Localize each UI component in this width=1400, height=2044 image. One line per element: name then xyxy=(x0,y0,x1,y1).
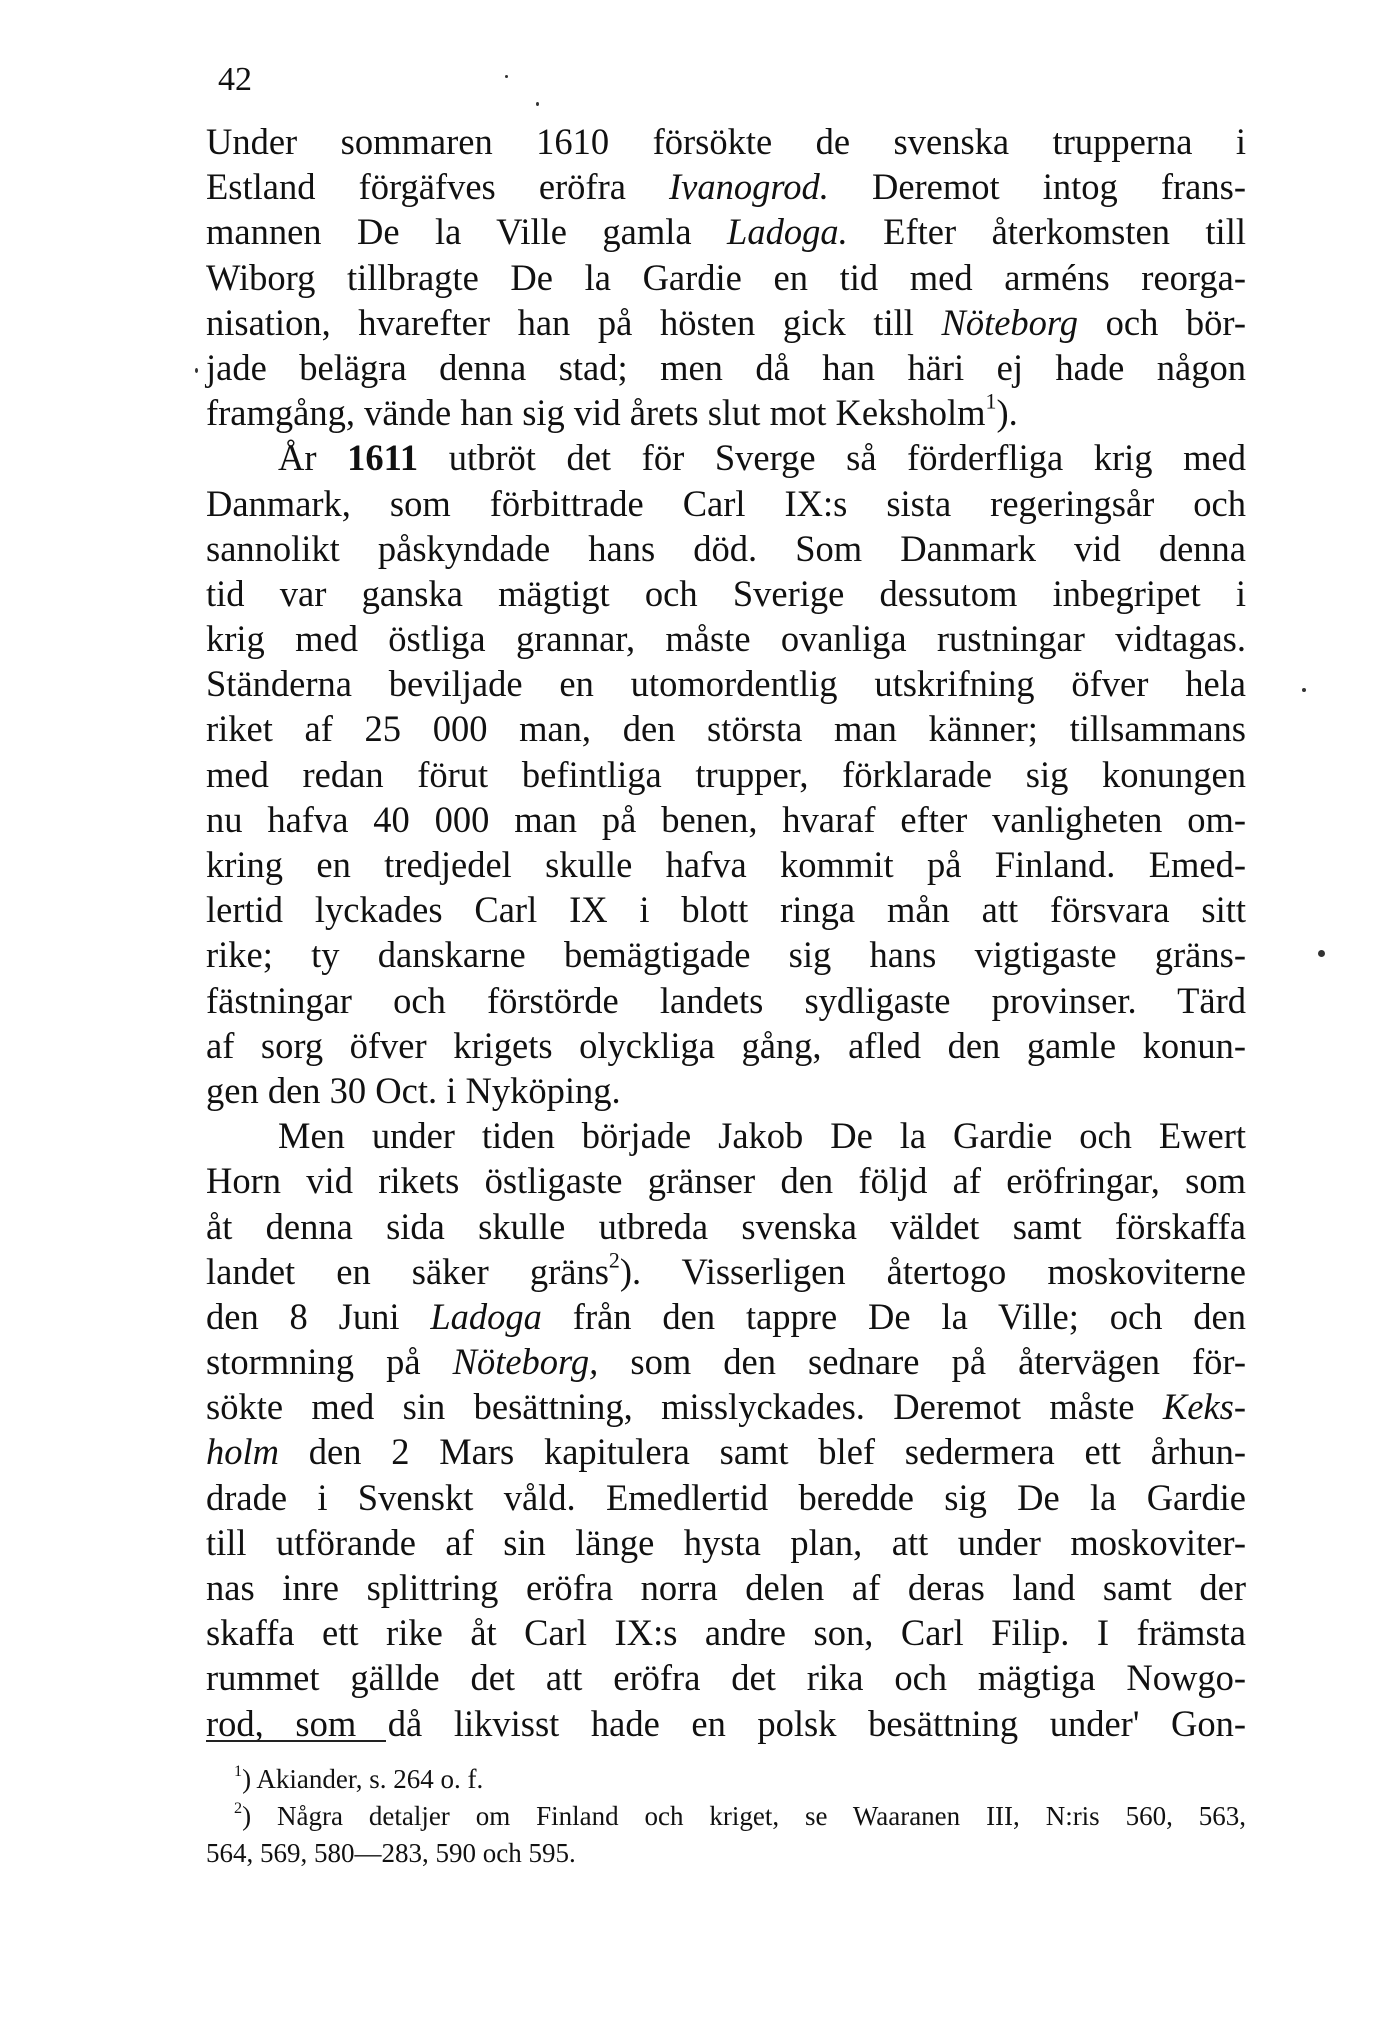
text-line-5 xyxy=(206,300,1246,345)
text-line-13: Ständerna beviljade en utomordentlig utskrifning öfver hela xyxy=(206,663,1246,705)
footnotes xyxy=(206,1761,1246,1872)
text-fragment: från den tappre De la Ville; och den xyxy=(541,1295,1247,1337)
text-line-19: rike; ty danskarne bemägtigade sig hans vigtigaste gräns- xyxy=(206,934,1246,976)
footnote-divider xyxy=(206,1740,386,1742)
footnote-ref-2: 2 xyxy=(608,1247,620,1273)
footnote-marker-1: 1 xyxy=(234,1761,243,1780)
year-1611: 1611 xyxy=(347,437,419,479)
text-fragment: den 2 Mars kapitulera samt blef sedermera ett århun- xyxy=(279,1431,1246,1473)
print-speck xyxy=(505,75,508,78)
place-keksholm-cont: holm xyxy=(206,1431,279,1473)
footnote-ref-1: 1 xyxy=(985,388,997,414)
text-line-16: nu hafva 40 000 man på benen, hvaraf efter vanligheten om- xyxy=(206,798,1246,840)
text-line-10: sannolikt påskyndade hans död. Som Danmark vid denna xyxy=(206,527,1246,569)
text-fragment: ). xyxy=(996,392,1018,434)
text-line-22: gen den 30 Oct. i Nyköping. xyxy=(206,1069,621,1111)
footnote-2-text: ) Några detaljer om Finland och kriget, se Waaranen III, N:ris 560, 563, xyxy=(242,1801,1246,1831)
text-line-25: åt denna sida skulle utbreda svenska väldet samt förskaffa xyxy=(206,1205,1246,1247)
text-fragment: Deremot intog frans- xyxy=(828,166,1246,208)
text-fragment: mannen De la Ville gamla xyxy=(206,211,728,253)
text-line-28 xyxy=(206,1339,1246,1384)
text-fragment: utbröt det för Sverge så förderfliga krig med xyxy=(418,437,1246,479)
text-line-27 xyxy=(206,1294,1246,1339)
text-line-18: lertid lyckades Carl IX i blott ringa mån att försvara sitt xyxy=(206,889,1246,931)
place-noteborg-2: Nöteborg, xyxy=(452,1341,599,1383)
text-line-26 xyxy=(206,1249,1246,1294)
text-line-30 xyxy=(206,1429,1246,1474)
text-line-8 xyxy=(206,435,1246,480)
text-fragment: Estland förgäfves eröfra xyxy=(206,166,670,208)
place-noteborg: Nöteborg xyxy=(941,301,1079,343)
text-fragment: sökte med sin besättning, misslyckades. Deremot måste xyxy=(206,1386,1163,1428)
text-line-3 xyxy=(206,209,1246,254)
text-fragment: stormning på xyxy=(206,1341,453,1383)
text-fragment: och bör- xyxy=(1078,301,1246,343)
text-line-32: till utförande af sin länge hysta plan, att under moskoviter- xyxy=(206,1521,1246,1563)
place-keksholm: Keks- xyxy=(1162,1386,1246,1428)
text-line-21: af sorg öfver krigets olyckliga gång, afled den gamle konun- xyxy=(206,1024,1246,1066)
text-line-15: med redan förut befintliga trupper, förklarade sig konungen xyxy=(206,753,1246,795)
footnote-2 xyxy=(206,1798,1246,1835)
text-line-6: jade belägra denna stad; men då han häri ej hade någon xyxy=(206,346,1246,388)
body-text xyxy=(206,119,1246,1746)
text-line-23: Men under tiden började Jakob De la Gardie och Ewert xyxy=(278,1115,1246,1157)
text-line-4: Wiborg tillbragte De la Gardie en tid med arméns reorga- xyxy=(206,256,1246,298)
text-fragment: nisation, hvarefter han på hösten gick till xyxy=(206,301,942,343)
footnote-2-continued: 564, 569, 580—283, 590 och 595. xyxy=(206,1838,576,1868)
page-number: 42 xyxy=(218,61,252,98)
text-line-17: kring en tredjedel skulle hafva kommit på Finland. Emed- xyxy=(206,844,1246,885)
text-line-36: rod, som då likvisst hade en polsk besättning under' Gon- xyxy=(206,1702,1246,1744)
text-line-1: Under sommaren 1610 försökte de svenska trupperna i xyxy=(206,121,1246,162)
print-speck xyxy=(1302,688,1306,692)
text-fragment: Visserligen återtogo moskoviterne xyxy=(681,1250,1247,1292)
print-speck xyxy=(1318,950,1325,957)
text-line-11: tid var ganska mägtigt och Sverige dessutom inbegripet i xyxy=(206,572,1246,614)
place-ladoga-2: Ladoga xyxy=(430,1295,542,1337)
text-line-34: skaffa ett rike åt Carl IX:s andre son, Carl Filip. I främsta xyxy=(206,1612,1246,1654)
text-line-24: Horn vid rikets östligaste gränser den följd af eröfringar, som xyxy=(206,1160,1246,1202)
text-line-31: drade i Svenskt våld. Emedlertid beredde sig De la Gardie xyxy=(206,1476,1246,1518)
footnote-1-text: ) Akiander, s. 264 o. f. xyxy=(242,1764,484,1794)
text-fragment: År xyxy=(278,437,317,479)
text-line-14: riket af 25 000 man, den största man känner; tillsammans xyxy=(206,708,1246,750)
text-line-29 xyxy=(206,1384,1246,1429)
text-fragment: landet en säker gräns xyxy=(206,1250,609,1292)
print-speck xyxy=(195,368,198,373)
place-ladoga: Ladoga. xyxy=(727,211,848,253)
text-fragment: som den sednare på återvägen för- xyxy=(598,1341,1246,1383)
text-line-7 xyxy=(206,390,1246,435)
text-line-9: Danmark, som förbittrade Carl IX:s sista regeringsår och xyxy=(206,482,1246,524)
text-line-2 xyxy=(206,164,1246,209)
text-line-33: nas inre splittring eröfra norra delen af deras land samt der xyxy=(206,1567,1246,1608)
footnote-marker-2: 2 xyxy=(234,1798,243,1817)
text-fragment: den 8 Juni xyxy=(206,1295,431,1337)
print-speck xyxy=(536,102,539,106)
text-fragment: ). xyxy=(619,1250,642,1292)
text-line-12: krig med östliga grannar, måste ovanliga rustningar vidtagas. xyxy=(206,618,1246,660)
place-ivanogrod: Ivanogrod. xyxy=(669,166,829,208)
footnote-1 xyxy=(206,1761,1246,1798)
text-line-20: fästningar och förstörde landets sydligaste provinser. Tärd xyxy=(206,979,1246,1021)
text-line-35: rummet gällde det att eröfra det rika och mägtiga Nowgo- xyxy=(206,1657,1246,1699)
text-fragment: Efter återkomsten till xyxy=(847,211,1246,253)
text-fragment: framgång, vände han sig vid årets slut mot Keksholm xyxy=(206,392,986,434)
